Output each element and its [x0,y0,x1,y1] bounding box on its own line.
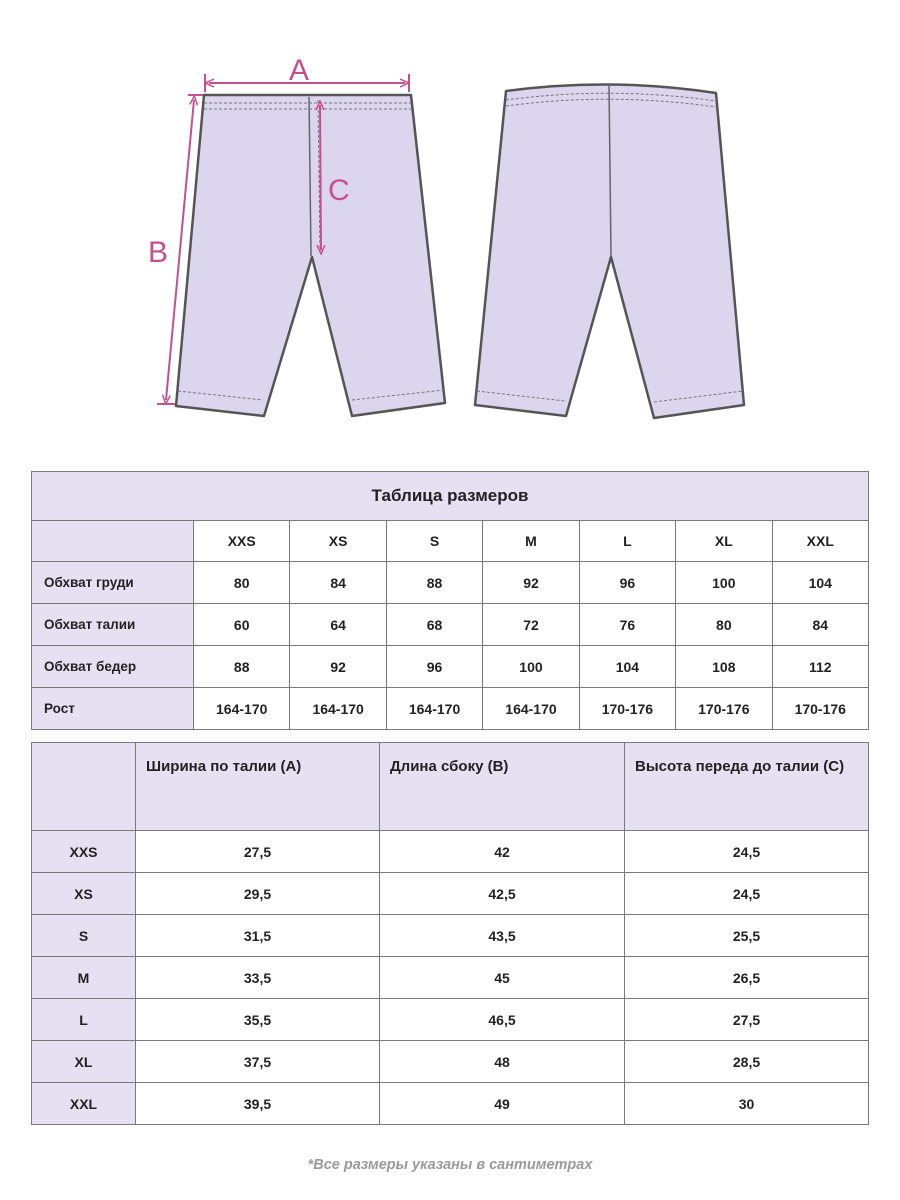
table-cell: 46,5 [380,999,625,1041]
table-row [32,646,869,688]
table-row [32,957,869,999]
corner-cell [32,521,194,562]
table-cell: 68 [386,604,482,646]
size-header: XL [676,521,772,562]
table-cell: 42 [380,831,625,873]
table-row [32,1041,869,1083]
table-cell: 27,5 [625,999,869,1041]
table-cell: 96 [386,646,482,688]
row-label: Рост [32,688,194,730]
table-cell: 48 [380,1041,625,1083]
table-cell: 30 [625,1083,869,1125]
shorts-front-icon [176,95,445,416]
size-label: XS [32,873,136,915]
table-cell: 92 [483,562,579,604]
table-cell: 26,5 [625,957,869,999]
table-cell: 104 [772,562,868,604]
table-cell: 112 [772,646,868,688]
table-cell: 164-170 [483,688,579,730]
table-cell: 96 [579,562,675,604]
table-row [32,831,869,873]
size-chart-table [31,471,869,730]
table-cell: 28,5 [625,1041,869,1083]
table-cell: 72 [483,604,579,646]
size-header-row [32,521,869,562]
table-cell: 24,5 [625,831,869,873]
table-row [32,915,869,957]
table-cell: 27,5 [136,831,380,873]
size-header: XXL [772,521,868,562]
table-cell: 164-170 [386,688,482,730]
table-cell: 64 [290,604,386,646]
table-row [32,604,869,646]
corner-cell [32,743,136,831]
size-label: L [32,999,136,1041]
table-cell: 60 [194,604,290,646]
table-cell: 43,5 [380,915,625,957]
table-row [32,688,869,730]
table-cell: 88 [194,646,290,688]
table-cell: 24,5 [625,873,869,915]
table-cell: 42,5 [380,873,625,915]
table-cell: 45 [380,957,625,999]
label-b: B [148,236,169,269]
table-cell: 80 [194,562,290,604]
size-header: S [386,521,482,562]
table-row [32,1083,869,1125]
table-cell: 170-176 [579,688,675,730]
size-label: XXS [32,831,136,873]
footnote-units: *Все размеры указаны в сантиметрах [307,1157,593,1173]
table-cell: 39,5 [136,1083,380,1125]
table-row [32,999,869,1041]
table-cell: 92 [290,646,386,688]
size-header: XXS [194,521,290,562]
column-header-waist-width: Ширина по талии (А) [136,743,380,831]
table-cell: 80 [676,604,772,646]
table-cell: 100 [676,562,772,604]
table-cell: 170-176 [772,688,868,730]
table-cell: 164-170 [194,688,290,730]
shorts-diagram [0,0,900,460]
table-cell: 29,5 [136,873,380,915]
label-c: C [328,174,350,207]
column-header-side-length: Длина сбоку (В) [380,743,625,831]
row-label: Обхват бедер [32,646,194,688]
label-a: A [289,54,310,87]
table-cell: 88 [386,562,482,604]
row-label: Обхват груди [32,562,194,604]
size-label: M [32,957,136,999]
size-header: L [579,521,675,562]
row-label: Обхват талии [32,604,194,646]
table-cell: 49 [380,1083,625,1125]
table-cell: 104 [579,646,675,688]
table-cell: 76 [579,604,675,646]
table-row [32,873,869,915]
table-row [32,562,869,604]
column-header-front-rise: Высота переда до талии (С) [625,743,869,831]
size-header: M [483,521,579,562]
size-header: XS [290,521,386,562]
table-cell: 170-176 [676,688,772,730]
table-cell: 31,5 [136,915,380,957]
measure-header-row [32,743,869,831]
table-cell: 33,5 [136,957,380,999]
table-cell: 108 [676,646,772,688]
table-cell: 164-170 [290,688,386,730]
measurements-table [31,742,869,1125]
table-cell: 84 [290,562,386,604]
table-cell: 37,5 [136,1041,380,1083]
table-cell: 84 [772,604,868,646]
table-cell: 25,5 [625,915,869,957]
size-label: XXL [32,1083,136,1125]
size-label: XL [32,1041,136,1083]
size-label: S [32,915,136,957]
dimension-a [205,54,409,92]
shorts-back-icon [475,84,744,418]
table-cell: 100 [483,646,579,688]
size-chart-title: Таблица размеров [32,472,869,521]
table-cell: 35,5 [136,999,380,1041]
